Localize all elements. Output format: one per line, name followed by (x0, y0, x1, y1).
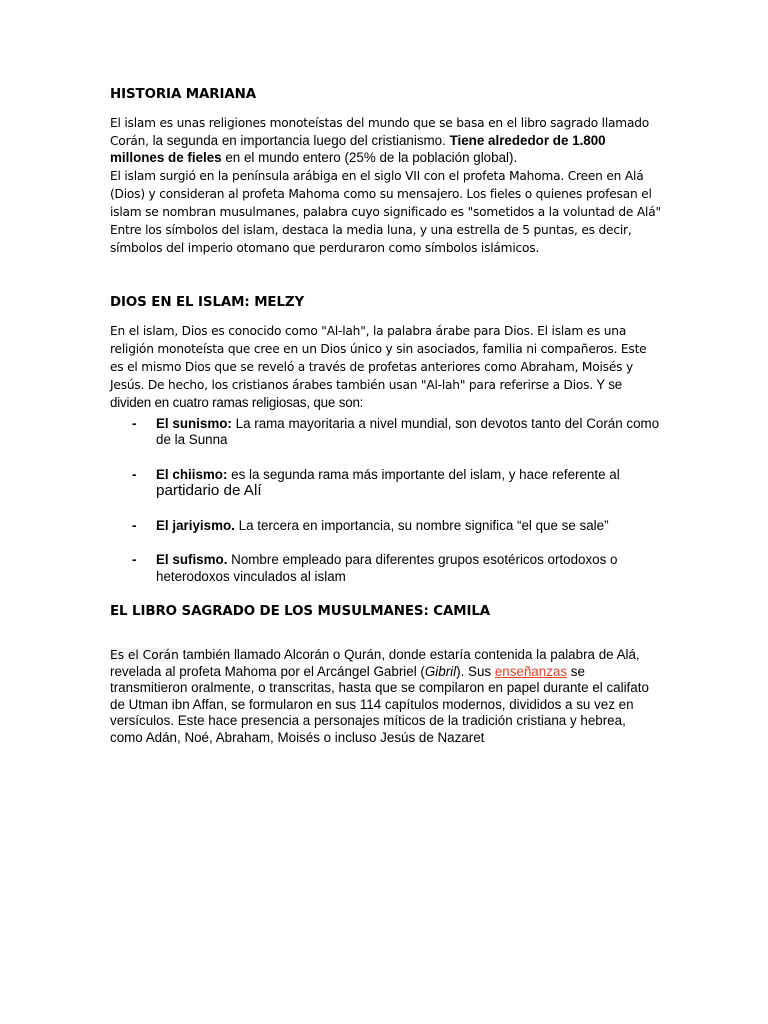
bullet-dash: - (132, 552, 137, 567)
text-dios-calibri: En el islam, Dios es conocido como "Al-lah", la palabra árabe para Dios. El islam es una religión monoteísta que cree en un Dios único y sin asociados, familia ni compañeros. Este es el mismo Dios que se reveló a través de profetas anteriores como Abraham, Moisés y Jesús. De hecho, los cristianos árabes también usan "Al-lah" para referirse a Dios. (110, 323, 647, 392)
section-title-libro: EL LIBRO SAGRADO DE LOS MUSULMANES: CAMILA (110, 604, 491, 619)
text-millones: millones de fieles (110, 150, 222, 165)
desc-jariyismo: La tercera en importancia, su nombre significa “el que se sale” (234, 517, 609, 533)
desc-sunismo: La rama mayoritaria a nivel mundial, son devotos tanto del Corán como de la Sunna (156, 415, 660, 447)
text-tiene-alrededor: Tiene alrededor de 1.800 (449, 133, 606, 148)
desc-sufismo: Nombre empleado para diferentes grupos esotéricos ortodoxos o heterodoxos vinculados al islam (156, 552, 618, 584)
text-es-el-coran: Es el Corán (110, 648, 179, 662)
term-chiismo: El chiismo: (156, 466, 228, 482)
text-dios-arial: Y se dividen en cuatro ramas religiosas, que son: (110, 376, 623, 410)
text-mundo-entero: en el mundo entero (25% de la población global). (221, 150, 518, 165)
paragraph-intro-lines (110, 132, 662, 167)
bullet-dash: - (132, 517, 137, 533)
text-libro-3: se transmitieron oralmente, o transcritas, hasta que se compilaron en papel durante el califato de Utman ibn Affan, se formularon en sus 114 capítulos modernos, divididos a su vez en versículos. Este hace presencia a personajes míticos de la tradición cristiana y hebrea, como Adán, Noé, Abraham, Moisés o incluso Jesús de Nazaret (110, 663, 649, 745)
list-item (110, 416, 662, 449)
section-body-dios (110, 322, 662, 586)
text-segunda: la segunda en importancia luego del cristianismo. (148, 133, 450, 148)
desc-chiismo-large: partidario de Alí (156, 482, 262, 499)
term-jariyismo: El jariyismo. (156, 517, 235, 533)
text-libro-1: también llamado Alcorán o Qurán, donde estaría contenida la palabra de Alá, revelada al profeta Mahoma por el Arcángel Gabriel ( (110, 647, 640, 679)
term-sufismo: El sufismo. (156, 552, 228, 567)
term-sunismo: El sunismo: (156, 415, 232, 431)
link-ensenanzas[interactable]: enseñanzas (494, 663, 568, 679)
paragraph-intro-line1: El islam es unas religiones monoteístas del mundo que se basa en el libro sagrado llamado (110, 116, 650, 130)
text-coran: Corán, (110, 134, 149, 148)
section-title-dios: DIOS EN EL ISLAM: MELZY (110, 294, 305, 310)
section-title-historia: HISTORIA MARIANA (110, 87, 256, 102)
text-libro-2: ). Sus (456, 663, 495, 679)
list-ramas (110, 416, 662, 586)
text-gibril: Gibril (424, 663, 457, 679)
list-item (110, 518, 662, 535)
paragraph-islam-surgio: El islam surgió en la península arábiga en el siglo VII con el profeta Mahoma. Creen en Alá (Dios) y consideran al profeta Mahoma como su mensajero. Los fieles o quienes profesan el islam se nombran musulmanes, palabra cuyo significado es "sometidos a la voluntad de Alá" Entre los símbolos del islam, destaca la media luna, y una estrella de 5 puntas, es decir, símbolos del imperio otomano que perduraron como símbolos islámicos. (110, 168, 661, 255)
section-body-libro (110, 647, 662, 746)
desc-chiismo: es la segunda rama más importante del islam, y hace referente al (227, 466, 620, 482)
paragraph-dios (110, 322, 662, 412)
list-item (110, 552, 662, 585)
document-page (110, 86, 662, 746)
paragraph-libro (110, 647, 662, 746)
section-body-historia (110, 114, 662, 257)
bullet-dash: - (132, 466, 137, 482)
list-item (110, 467, 662, 500)
bullet-dash: - (132, 415, 137, 431)
